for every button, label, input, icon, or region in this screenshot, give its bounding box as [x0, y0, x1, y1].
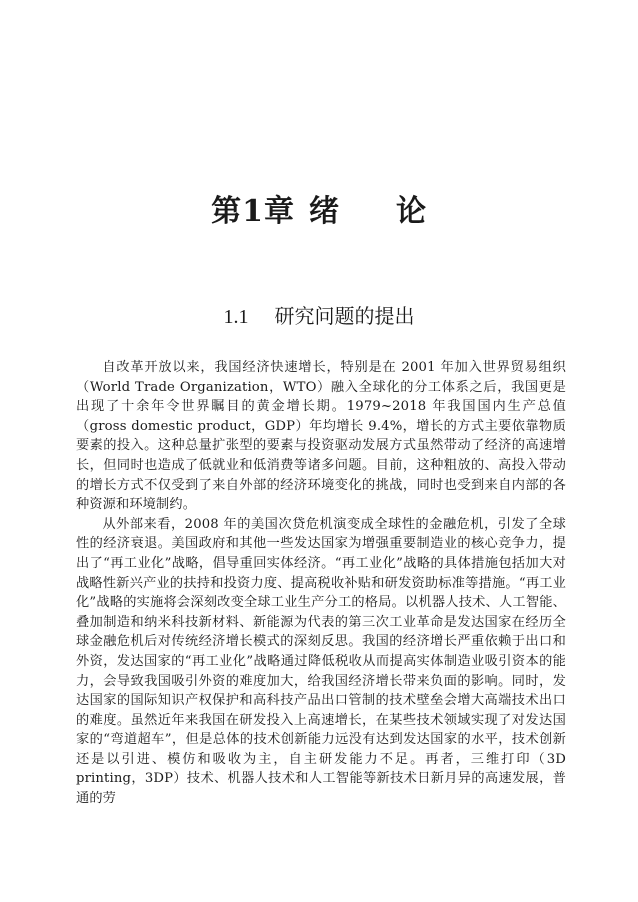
- paragraph: 从外部来看，2008 年的美国次贷危机演变成全球性的金融危机，引发了全球性的经济衰退。美国政府和其他一些发达国家为增强重要制造业的核心竞争力，提出了“再工业化”战略，倡导重回实体经济。“再工业化”战略的具体措施包括加大对战略性新兴产业的扶持和投资力度、提高税收补贴和研发资助标准等措施。“再工业化”战略的实施将会深刻改变全球工业生产分工的格局。以机器人技术、人工智能、叠加制造和纳米科技新材料、新能源为代表的第三次工业革命是发达国家在经历全球金融危机后对传统经济增长模式的深刻反思。我国的经济增长严重依赖于出口和外资，发达国家的“再工业化”战略通过降低税收从而提高实体制造业吸引资本的能力，会导致我国吸引外资的难度加大，给我国经济增长带来负面的影响。同时，发达国家的国际知识产权保护和高科技产品出口管制的技术壁垒会增大高端技术出口的难度。虽然近年来我国在研发投入上高速增长，在某些技术领域实现了对发达国家的“弯道超车”，但是总体的技术创新能力远没有达到发达国家的水平，技术创新还是以引进、模仿和吸收为主，自主研发能力不足。再者，三维打印（3D printing，3DP）技术、机器人技术和人工智能等新技术日新月异的高速发展，普通的劳: [76, 516, 566, 807]
- section-number: 1.1: [223, 305, 249, 328]
- chapter-prefix: 第: [211, 194, 243, 230]
- paragraph: 自改革开放以来，我国经济快速增长，特别是在 2001 年加入世界贸易组织（World Trade Organization，WTO）融入全球化的分工体系之后，我国更是出现了十余年令世界瞩目的黄金增长期。1979~2018 年我国国内生产总值（gross domestic product，GDP）年均增长 9.4%，增长的方式主要依靠物质要素的投入。这种总量扩张型的要素与投资驱动发展方式虽然带动了经济的高速增长，但同时也造成了低就业和低消费等诸多问题。目前，这种粗放的、高投入带动的增长方式不仅受到了来自外部的经济环境变化的挑战，同时也受到来自内部的各种资源和环境制约。: [76, 360, 566, 513]
- chapter-word: 章: [263, 194, 295, 230]
- body-text: [76, 358, 566, 809]
- chapter-name-char-2: 论: [395, 194, 427, 230]
- section-heading: 研究问题的提出: [274, 303, 415, 328]
- chapter-title: [0, 186, 638, 230]
- chapter-name-char-1: 绪: [308, 194, 340, 230]
- chapter-number: 1: [242, 194, 264, 230]
- section-title: [0, 300, 638, 329]
